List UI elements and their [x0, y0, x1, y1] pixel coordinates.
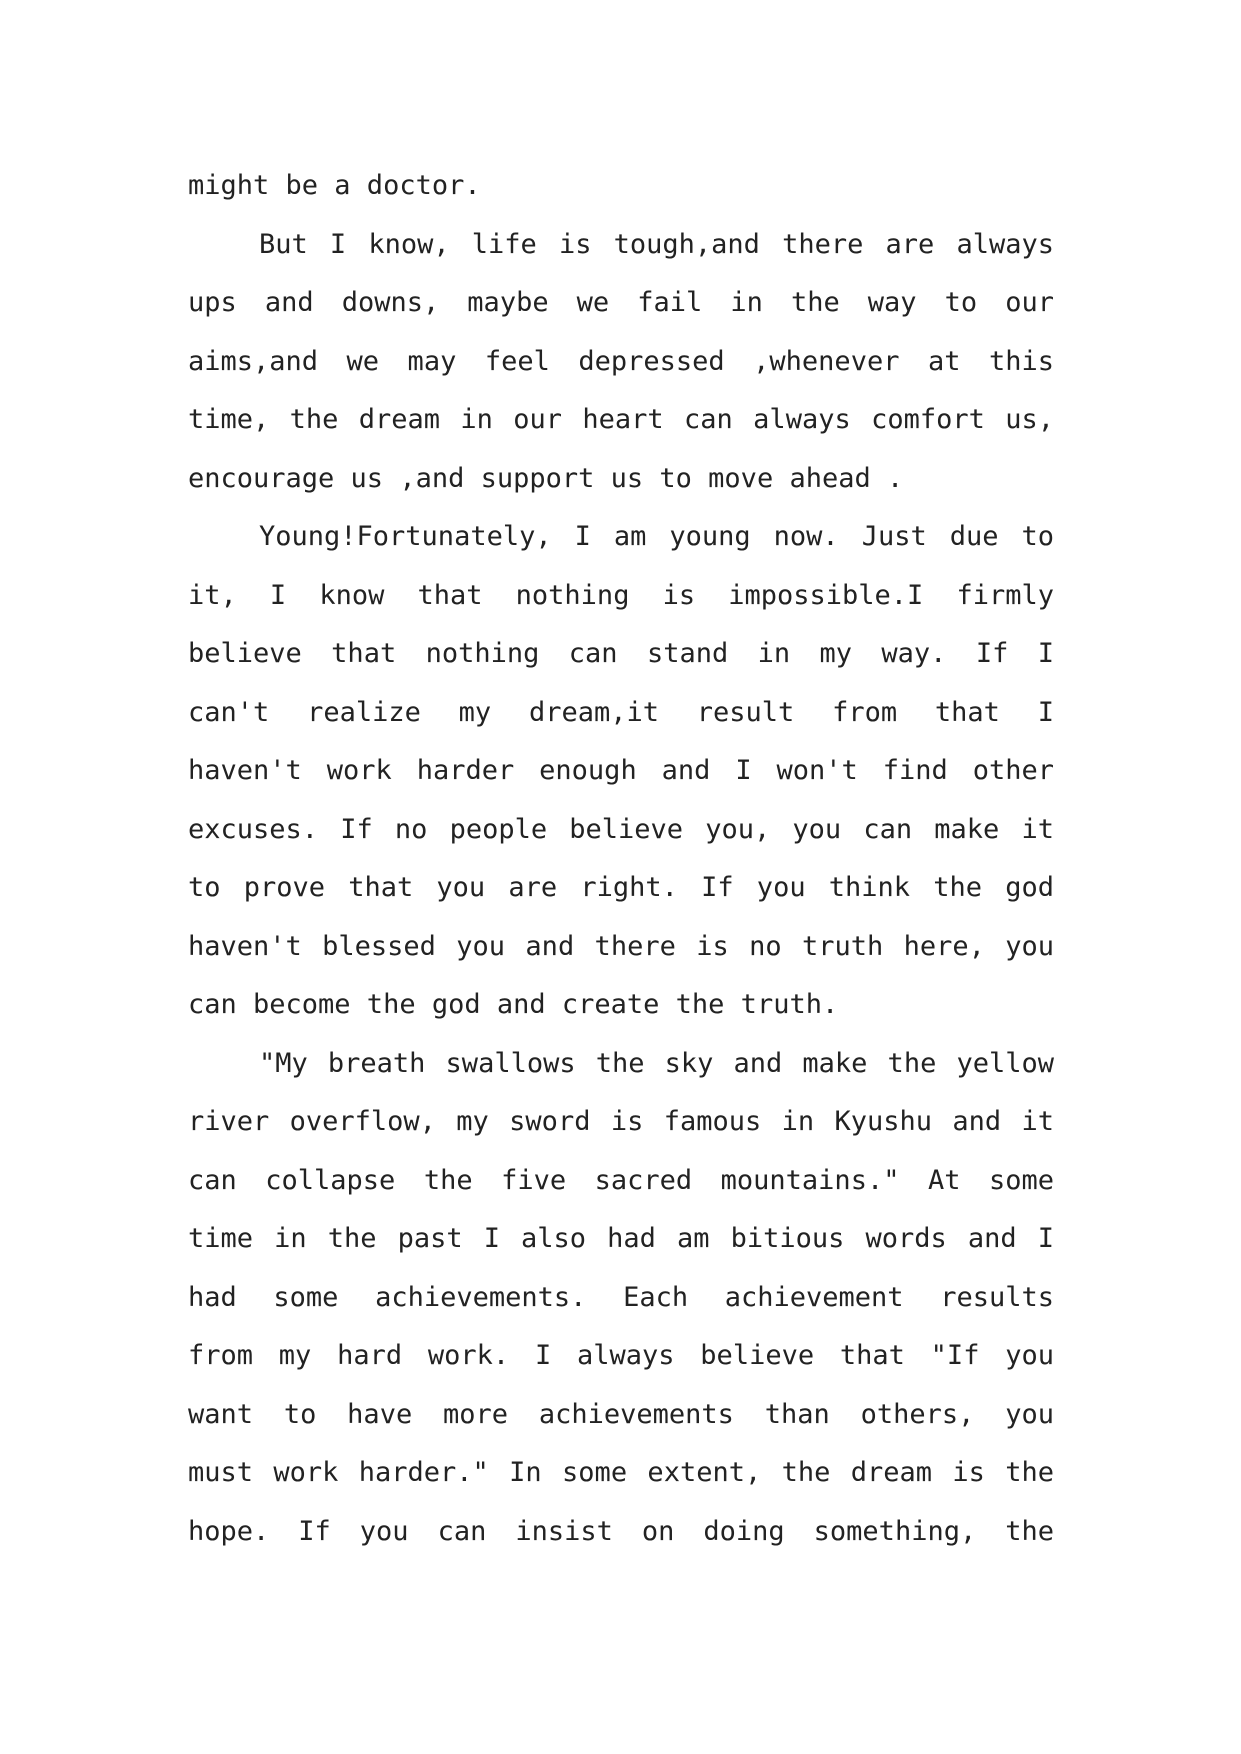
text-line: hope. If you can insist on doing something, the: [188, 1515, 1054, 1547]
text-line: had some achievements. Each achievement results: [188, 1281, 1054, 1313]
text-line: must work harder." In some extent, the dream is the: [188, 1457, 1054, 1488]
text-line: haven't blessed you and there is no truth here, you: [188, 930, 1054, 962]
text-line: from my hard work. I always believe that "If you: [188, 1340, 1054, 1371]
text-line: haven't work harder enough and I won't find other: [188, 755, 1054, 786]
text-line: to prove that you are right. If you think the god: [188, 872, 1054, 903]
text-line: it, I know that nothing is impossible.I firmly: [188, 579, 1054, 611]
text-line: time, the dream in our heart can always comfort us,: [188, 404, 1054, 435]
paragraph: [188, 157, 1054, 216]
text-line: can become the god and create the truth.: [188, 989, 839, 1020]
text-line: encourage us ,and support us to move ahead .: [188, 462, 904, 494]
text-line: might be a doctor.: [188, 170, 481, 201]
paragraph: [188, 508, 1054, 1035]
text-line: time in the past I also had am bitious words and I: [188, 1223, 1054, 1254]
text-line: river overflow, my sword is famous in Kyushu and it: [188, 1106, 1054, 1137]
text-line: "My breath swallows the sky and make the yellow: [259, 1047, 1054, 1079]
text-line: aims,and we may feel depressed ,whenever at this: [188, 345, 1054, 377]
text-line: Young!Fortunately, I am young now. Just due to: [259, 521, 1054, 552]
text-line: want to have more achievements than others, you: [188, 1398, 1054, 1430]
text-line: can collapse the five sacred mountains." At some: [188, 1164, 1054, 1196]
document-body: [188, 157, 1054, 1561]
text-line: ups and downs, maybe we fail in the way to our: [188, 287, 1054, 318]
text-line: But I know, life is tough,and there are always: [259, 228, 1054, 260]
paragraph: [188, 216, 1054, 509]
text-line: excuses. If no people believe you, you can make it: [188, 813, 1054, 845]
text-line: believe that nothing can stand in my way. If I: [188, 638, 1054, 669]
text-line: can't realize my dream,it result from that I: [188, 696, 1054, 728]
paragraph: [188, 1035, 1054, 1562]
